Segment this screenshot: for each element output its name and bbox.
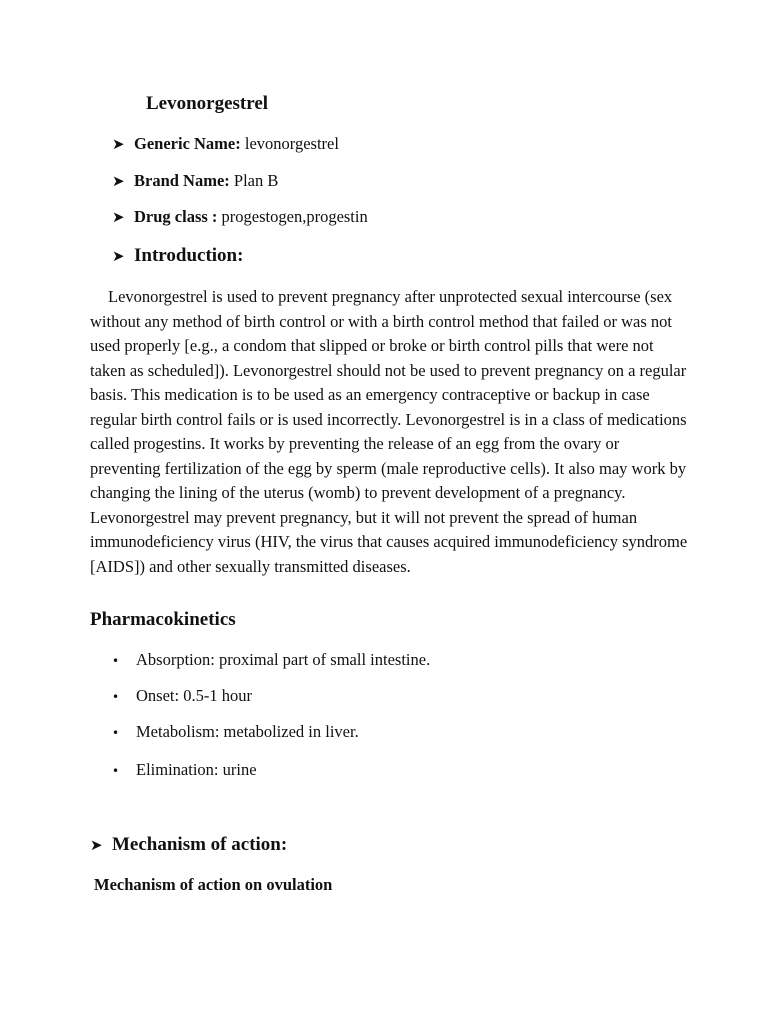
arrow-bullet-icon: ➤ <box>90 836 103 854</box>
generic-name-line <box>112 134 339 154</box>
arrow-bullet-icon: ➤ <box>112 247 125 265</box>
introduction-paragraph: Levonorgestrel is used to prevent pregnancy after unprotected sexual intercourse (sex without any method of birth control or with a birth control method that failed or was not used properly [e.g., a condom that slipped or broke or birth control pills that were not taken as scheduled]). Levonorgestrel should not be used to prevent pregnancy on a regular basis. This medication is to be used as an emergency contraceptive or backup in case regular birth control fails or is used incorrectly. Levonorgestrel is in a class of medications called progestins. It works by preventing the release of an egg from the ovary or preventing fertilization of the egg by sperm (male reproductive cells). It also may work by changing the lining of the uterus (womb) to prevent development of a pregnancy. Levonorgestrel may prevent pregnancy, but it will not prevent the spread of human immunodeficiency virus (HIV, the virus that causes acquired immunodeficiency syndrome [AIDS]) and other sexually transmitted diseases. <box>90 287 688 576</box>
list-item <box>112 686 252 706</box>
list-item <box>112 722 359 742</box>
pharmacokinetics-heading: Pharmacokinetics <box>90 609 236 630</box>
list-item-text: Elimination: urine <box>136 760 257 779</box>
introduction-heading-text: Introduction: <box>134 245 244 266</box>
arrow-bullet-icon: ➤ <box>112 172 125 190</box>
list-item-text: Absorption: proximal part of small intestine. <box>136 650 431 669</box>
list-item <box>112 760 257 780</box>
mechanism-heading <box>90 834 287 856</box>
bullet-dot-icon: • <box>112 726 120 740</box>
brand-name-value: Plan B <box>229 171 279 190</box>
list-item <box>112 650 430 670</box>
mechanism-heading-text: Mechanism of action: <box>112 834 288 855</box>
drug-class-label: Drug class : <box>134 207 218 226</box>
drug-class-value: progestogen,progestin <box>217 207 368 226</box>
list-item-text: Onset: 0.5-1 hour <box>136 686 252 705</box>
arrow-bullet-icon: ➤ <box>112 135 125 153</box>
brand-name-line <box>112 171 278 191</box>
document-title: Levonorgestrel <box>146 93 269 114</box>
list-item-text: Metabolism: metabolized in liver. <box>136 722 359 741</box>
mechanism-subheading: Mechanism of action on ovulation <box>94 875 333 894</box>
drug-class-line <box>112 207 368 227</box>
bullet-dot-icon: • <box>112 764 120 778</box>
generic-name-value: levonorgestrel <box>240 134 339 153</box>
bullet-dot-icon: • <box>112 654 120 668</box>
arrow-bullet-icon: ➤ <box>112 208 125 226</box>
brand-name-label: Brand Name: <box>134 171 230 190</box>
bullet-dot-icon: • <box>112 690 120 704</box>
generic-name-label: Generic Name: <box>134 134 241 153</box>
introduction-heading <box>112 245 243 267</box>
